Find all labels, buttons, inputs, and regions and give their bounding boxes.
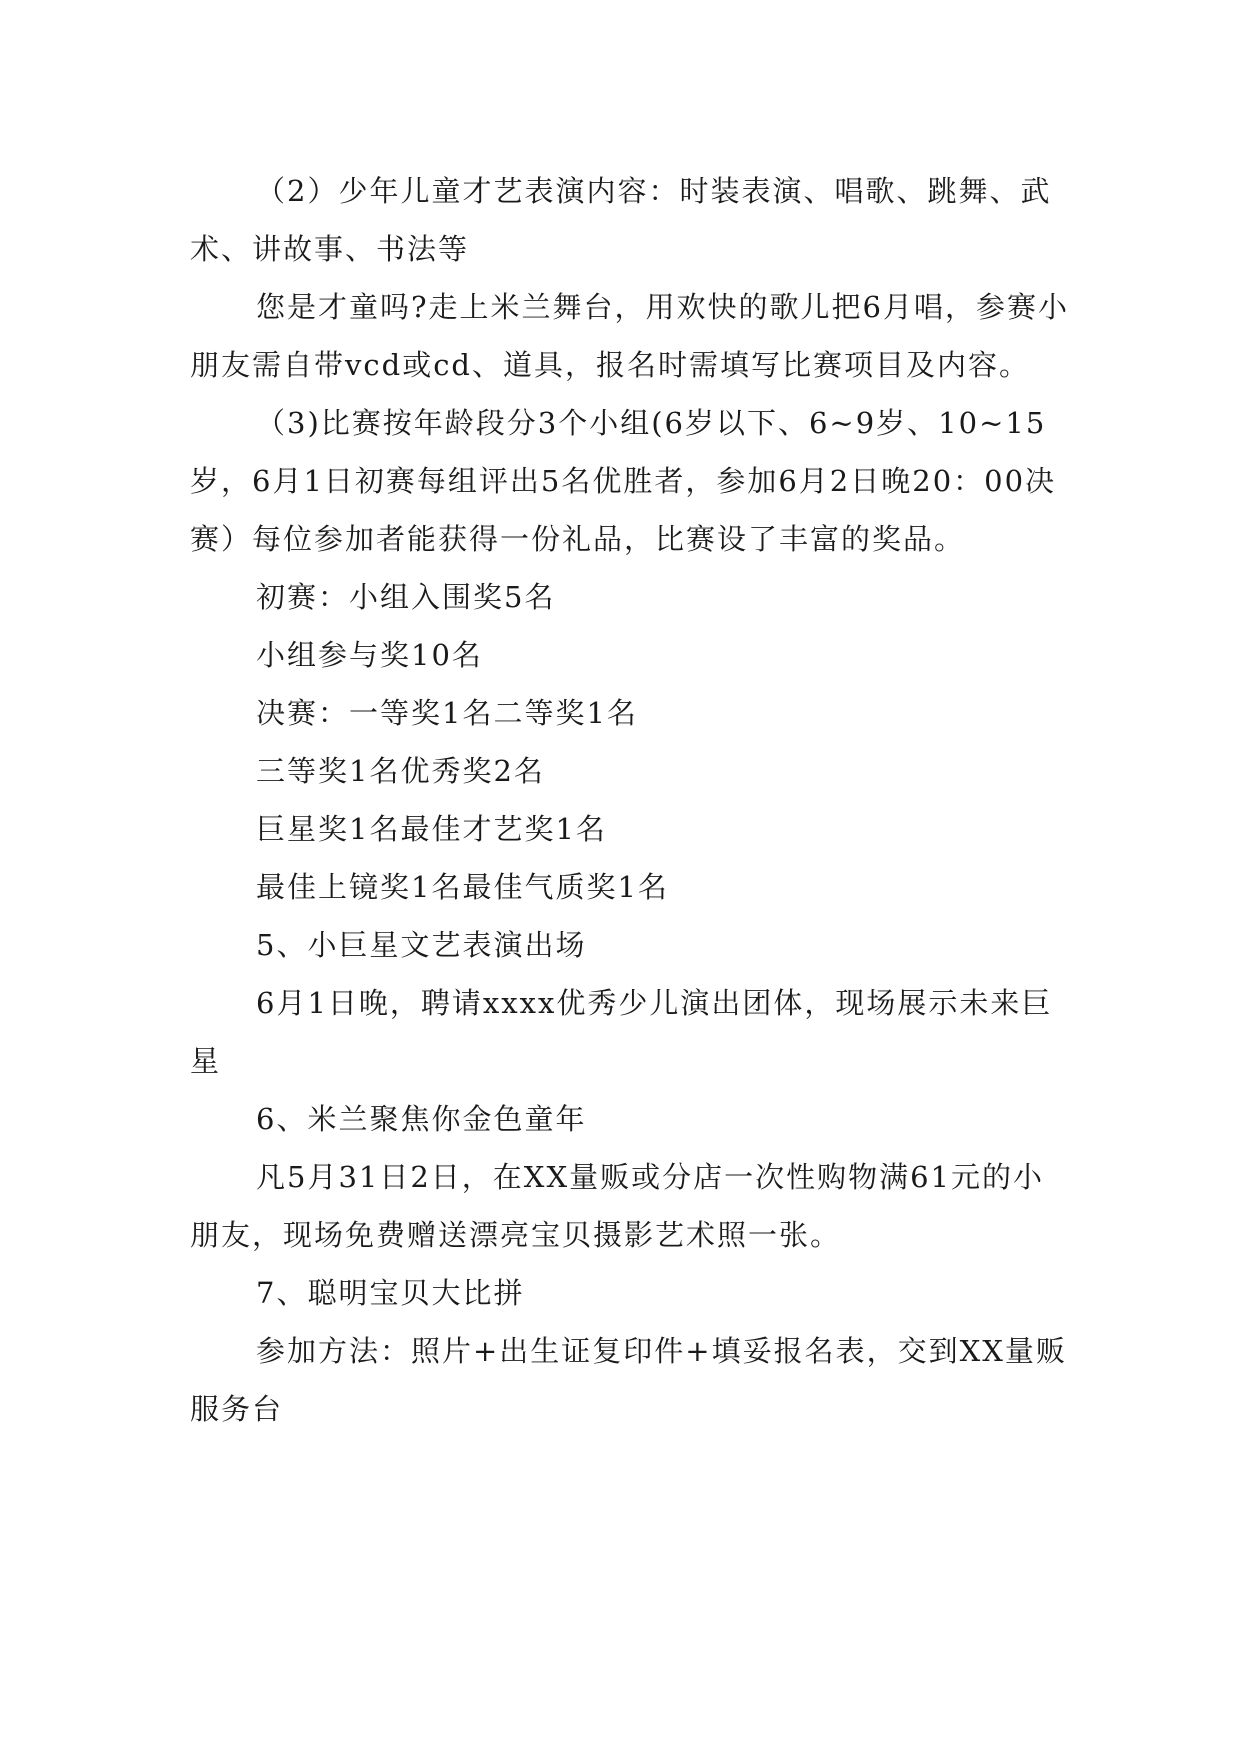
paragraph-star-award: 巨星奖1名最佳才艺奖1名 (256, 812, 607, 846)
document-body (190, 162, 1070, 1438)
paragraph-third-award: 三等奖1名优秀奖2名 (256, 754, 545, 788)
paragraph-age-groups: （3)比赛按年龄段分3个小组(6岁以下、6~9岁、10~15岁，6月1日初赛每组评出5名优胜者，参加6月2日晚20：00决赛）每位参加者能获得一份礼品，比赛设了丰富的奖品。 (190, 406, 1057, 556)
paragraph-section-7-body: 参加方法：照片+出生证复印件+填妥报名表，交到XX量贩服务台 (190, 1334, 1067, 1426)
paragraph-final-awards: 决赛：一等奖1名二等奖1名 (256, 696, 638, 730)
heading-section-7: 7、聪明宝贝大比拼 (256, 1276, 525, 1310)
paragraph-prelim-award: 初赛：小组入围奖5名 (256, 580, 556, 614)
heading-section-6: 6、米兰聚焦你金色童年 (256, 1102, 587, 1136)
paragraph-talent-invite: 您是才童吗?走上米兰舞台，用欢快的歌儿把6月唱，参赛小朋友需自带vcd或cd、道具，报名时需填写比赛项目及内容。 (190, 290, 1069, 382)
paragraph-section-6-body: 凡5月31日2日，在XX量贩或分店一次性购物满61元的小朋友，现场免费赠送漂亮宝贝摄影艺术照一张。 (190, 1160, 1044, 1252)
paragraph-section-5-body: 6月1日晚，聘请xxxx优秀少儿演出团体，现场展示未来巨星 (190, 986, 1053, 1078)
paragraph-participation-award: 小组参与奖10名 (256, 638, 483, 672)
paragraph-talent-content: （2）少年儿童才艺表演内容：时装表演、唱歌、跳舞、武术、讲故事、书法等 (190, 174, 1052, 266)
paragraph-photogenic-award: 最佳上镜奖1名最佳气质奖1名 (256, 870, 669, 904)
heading-section-5: 5、小巨星文艺表演出场 (256, 928, 587, 962)
